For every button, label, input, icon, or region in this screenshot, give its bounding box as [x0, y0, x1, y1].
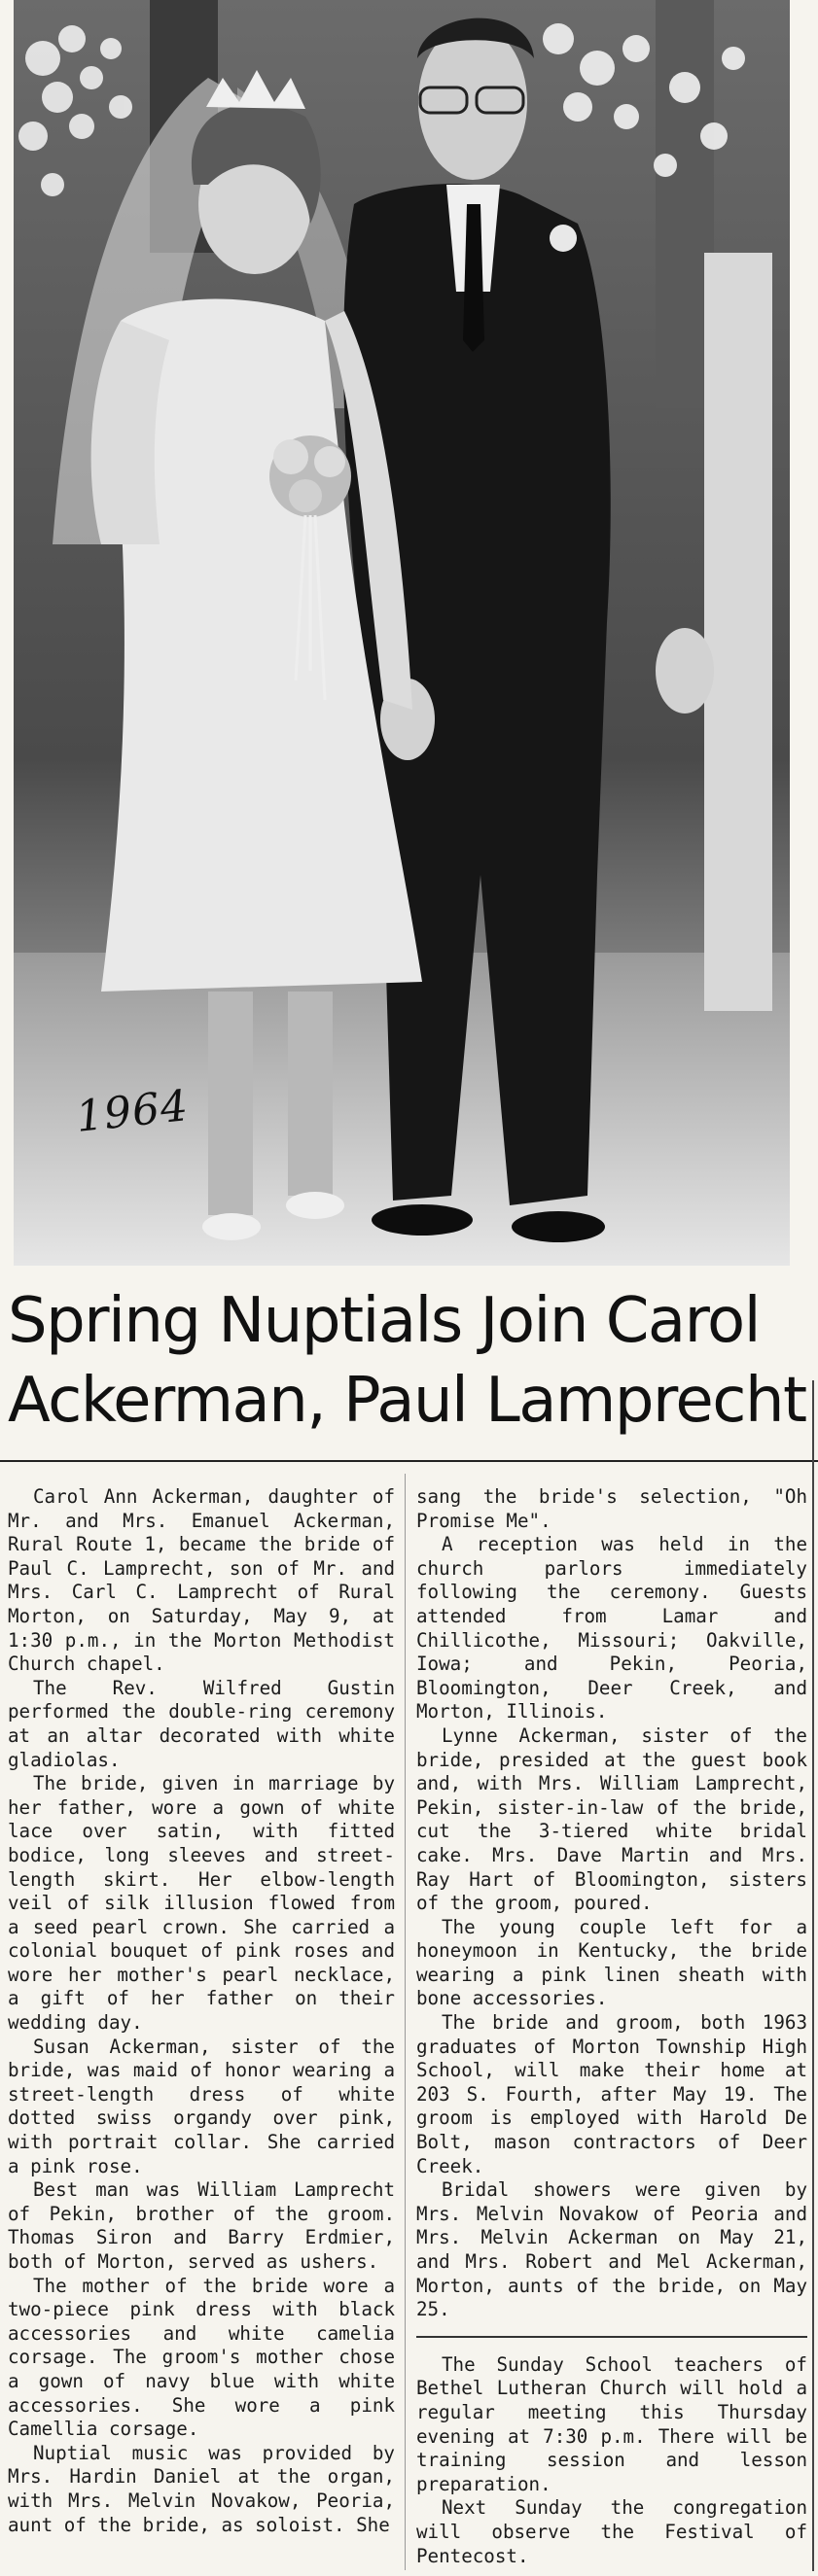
- headline-line-1: Spring Nuptials Join Carol: [8, 1285, 760, 1357]
- paragraph: The young couple left for a honeymoon in Kentucky, the bride wearing a pink linen sheath with bone accessories.: [416, 1915, 807, 2010]
- paragraph: The bride and groom, both 1963 graduates of Morton Township High School, will make their home at 203 S. Fourth, after May 19. The groom is employed with Harold De Bolt, mason contractors of Deer Creek.: [416, 2011, 807, 2177]
- paragraph: sang the bride's selection, "Oh Promise Me".: [416, 1485, 807, 1532]
- article-left-column: [8, 1485, 395, 2537]
- paragraph: Susan Ackerman, sister of the bride, was maid of honor wearing a street-length dress of white dotted swiss organdy over pink, with portrait collar. She carried a pink rose.: [8, 2035, 395, 2177]
- headline-rule: [0, 1460, 818, 1462]
- article-right-column: [416, 1485, 807, 2568]
- paragraph: Next Sunday the congregation will observe the Festival of Pentecost.: [416, 2496, 807, 2567]
- paragraph: Best man was William Lamprecht of Pekin, brother of the groom. Thomas Siron and Barry Erdmier, both of Morton, served as ushers.: [8, 2178, 395, 2273]
- article-separator-rule: [416, 2336, 807, 2338]
- paragraph: Nuptial music was provided by Mrs. Hardin Daniel at the organ, with Mrs. Melvin Novakow, Peoria, aunt of the bride, as soloist. She: [8, 2441, 395, 2536]
- paragraph: Carol Ann Ackerman, daughter of Mr. and Mrs. Emanuel Ackerman, Rural Route 1, became the bride of Paul C. Lamprecht, son of Mr. and Mrs. Carl C. Lamprecht of Rural Morton, on Saturday, May 9, at 1:30 p.m., in the Morton Methodist Church chapel.: [8, 1485, 395, 1676]
- paragraph: The bride, given in marriage by her father, wore a gown of white lace over satin, with fitted bodice, long sleeves and street-length skirt. Her elbow-length veil of silk illusion flowed from a seed pearl crown. She carried a colonial bouquet of pink roses and wore her mother's pearl necklace, a gift of her father on their wedding day.: [8, 1772, 395, 2035]
- paragraph: The mother of the bride wore a two-piece pink dress with black accessories and white camelia corsage. The groom's mother chose a gown of navy blue with white accessories. She wore a pink Camellia corsage.: [8, 2274, 395, 2441]
- paragraph: The Sunday School teachers of Bethel Lutheran Church will hold a regular meeting this Thursday evening at 7:30 p.m. There will be training session and lesson preparation.: [416, 2352, 807, 2495]
- headline-line-2: Ackerman, Paul Lamprecht: [8, 1365, 806, 1437]
- paragraph: Lynne Ackerman, sister of the bride, presided at the guest book and, with Mrs. William Lamprecht, Pekin, sister-in-law of the bride, cut the 3-tiered white bridal cake. Mrs. Dave Martin and Mrs. Ray Hart of Bloomington, sisters of the groom, poured.: [416, 1723, 807, 1915]
- paragraph: The Rev. Wilfred Gustin performed the double-ring ceremony at an altar decorated with white gladiolas.: [8, 1676, 395, 1771]
- paragraph: A reception was held in the church parlors immediately following the ceremony. Guests attended from Lamar and Chillicothe, Missouri; Oakville, Iowa; and Pekin, Peoria, Bloomington, Deer Creek, and Morton, Illinois.: [416, 1533, 807, 1723]
- paragraph: Bridal showers were given by Mrs. Melvin Novakow of Peoria and Mrs. Melvin Ackerman on May 21, and Mrs. Robert and Mel Ackerman, Morton, aunts of the bride, on May 25.: [416, 2178, 807, 2321]
- column-divider: [405, 1474, 406, 2570]
- wedding-photo: [14, 0, 790, 1266]
- wedding-photo-illustration: [14, 0, 790, 1266]
- handwritten-year: 1964: [73, 1081, 192, 1142]
- clipping-edge-line: [812, 1380, 814, 2571]
- headline: [8, 1281, 810, 1441]
